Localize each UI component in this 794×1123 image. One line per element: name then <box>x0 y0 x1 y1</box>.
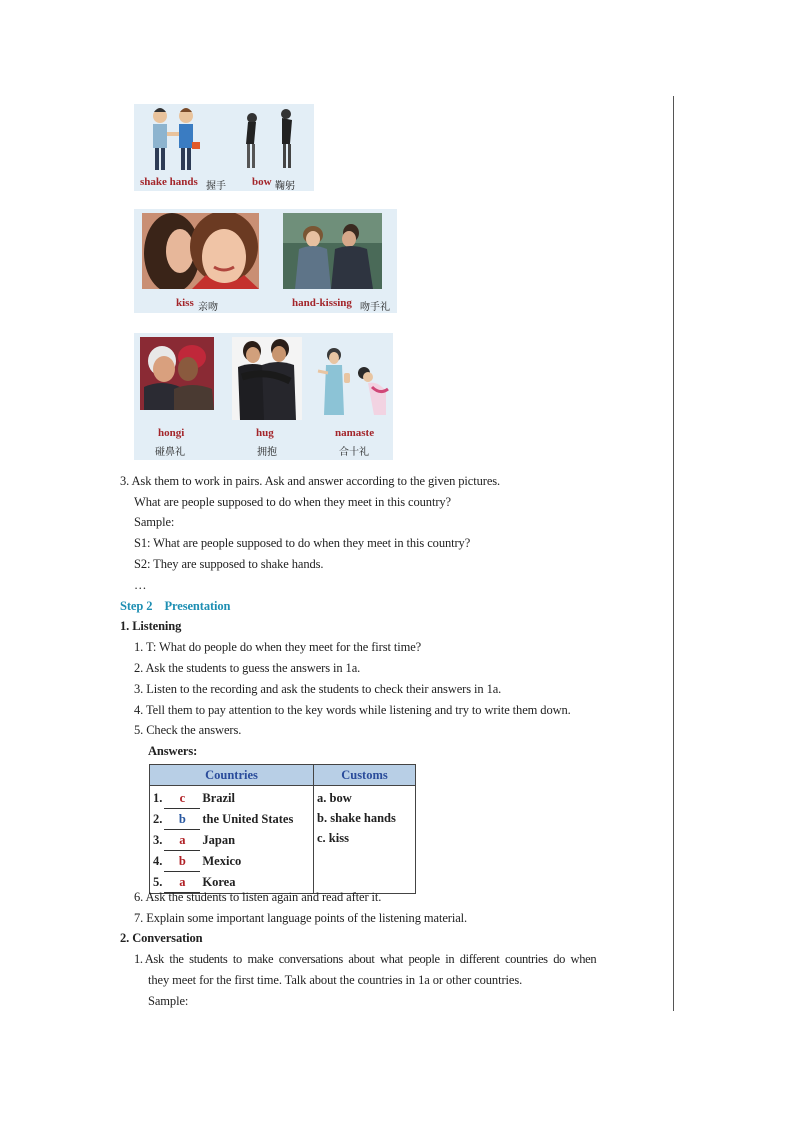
caption-kiss-cn: 亲吻 <box>198 302 218 313</box>
customs-column <box>314 786 416 894</box>
caption-namaste: namaste <box>335 427 375 439</box>
answers-label: Answers: <box>148 744 198 758</box>
listening-item-6: 6. Ask the students to listen again and read after it. <box>134 890 382 904</box>
caption-hand-kissing: hand-kissing <box>292 297 352 309</box>
table-row <box>153 809 313 830</box>
hand-kissing-photo <box>283 213 382 289</box>
hongi-photo <box>140 337 214 410</box>
intro-question: What are people supposed to do when they meet in this country? <box>134 495 451 509</box>
intro-s1: S1: What are people supposed to do when they meet in this country? <box>134 536 471 550</box>
intro-s2: S2: They are supposed to shake hands. <box>134 557 324 571</box>
table-row <box>153 851 313 872</box>
picture-panel-greetings-2 <box>134 209 397 313</box>
country-name: Brazil <box>202 791 236 805</box>
conversation-sample-label: Sample: <box>148 994 189 1008</box>
caption-hand-kissing-cn: 吻手礼 <box>360 302 390 313</box>
caption-hug: hug <box>256 427 274 439</box>
custom-option-c: c. kiss <box>317 831 349 845</box>
listening-item-5: 5. Check the answers. <box>134 723 242 737</box>
intro-item-3: 3. Ask them to work in pairs. Ask and answer according to the given pictures. <box>120 474 501 488</box>
hug-photo <box>232 337 302 420</box>
caption-shake-hands: shake hands <box>140 176 198 188</box>
conversation-heading: 2. Conversation <box>120 931 203 945</box>
caption-hongi-cn: 碰鼻礼 <box>155 447 185 458</box>
row-number: 1. <box>153 791 163 805</box>
picture-panel-greetings-1 <box>134 104 314 191</box>
countries-column <box>150 786 314 894</box>
table-header-countries: Countries <box>150 765 314 786</box>
row-number: 2. <box>153 812 163 826</box>
step-2-title: Step 2 Presentation <box>120 599 231 613</box>
page-margin-rule <box>673 96 674 1011</box>
listening-item-3: 3. Listen to the recording and ask the students to check their answers in 1a. <box>134 682 502 696</box>
country-name: the United States <box>202 812 294 826</box>
listening-item-4: 4. Tell them to pay attention to the key words while listening and try to write them down. <box>134 703 571 717</box>
row-number: 4. <box>153 854 163 868</box>
conversation-item-1-line1: 1. Ask the students to make conversations about what people in different countries do when <box>134 952 597 966</box>
caption-hug-cn: 拥抱 <box>257 447 277 458</box>
table-row <box>153 788 313 809</box>
caption-shake-hands-cn: 握手 <box>206 181 226 192</box>
intro-ellipsis: … <box>134 578 147 592</box>
country-name: Mexico <box>202 854 242 868</box>
table-row <box>153 830 313 851</box>
namaste-illustration <box>316 343 392 421</box>
custom-option-b: b. shake hands <box>317 811 396 825</box>
intro-sample-label: Sample: <box>134 515 175 529</box>
custom-option-a: a. bow <box>317 791 352 805</box>
listening-heading: 1. Listening <box>120 619 182 633</box>
caption-hongi: hongi <box>158 427 185 439</box>
picture-panel-greetings-3 <box>134 333 393 460</box>
caption-bow: bow <box>252 176 272 188</box>
answer-blank: a <box>164 830 200 851</box>
kiss-photo <box>142 213 259 289</box>
country-name: Korea <box>202 875 236 889</box>
answers-table <box>149 764 416 894</box>
listening-item-2: 2. Ask the students to guess the answers in 1a. <box>134 661 361 675</box>
country-name: Japan <box>202 833 236 847</box>
answer-blank: b <box>164 851 200 872</box>
caption-namaste-cn: 合十礼 <box>339 447 369 458</box>
row-number: 5. <box>153 875 163 889</box>
table-header-customs: Customs <box>314 765 416 786</box>
answer-blank: c <box>164 788 200 809</box>
row-number: 3. <box>153 833 163 847</box>
shake-hands-illustration <box>144 106 204 172</box>
listening-item-7: 7. Explain some important language points of the listening material. <box>134 911 468 925</box>
answer-blank: b <box>164 809 200 830</box>
caption-kiss: kiss <box>176 297 194 309</box>
conversation-item-1-line2: they meet for the first time. Talk about the countries in 1a or other countries. <box>148 973 523 987</box>
bow-illustration <box>234 106 304 172</box>
answer-blank: a <box>164 872 200 893</box>
caption-bow-cn: 鞠躬 <box>275 181 295 192</box>
listening-item-1: 1. T: What do people do when they meet for the first time? <box>134 640 422 654</box>
